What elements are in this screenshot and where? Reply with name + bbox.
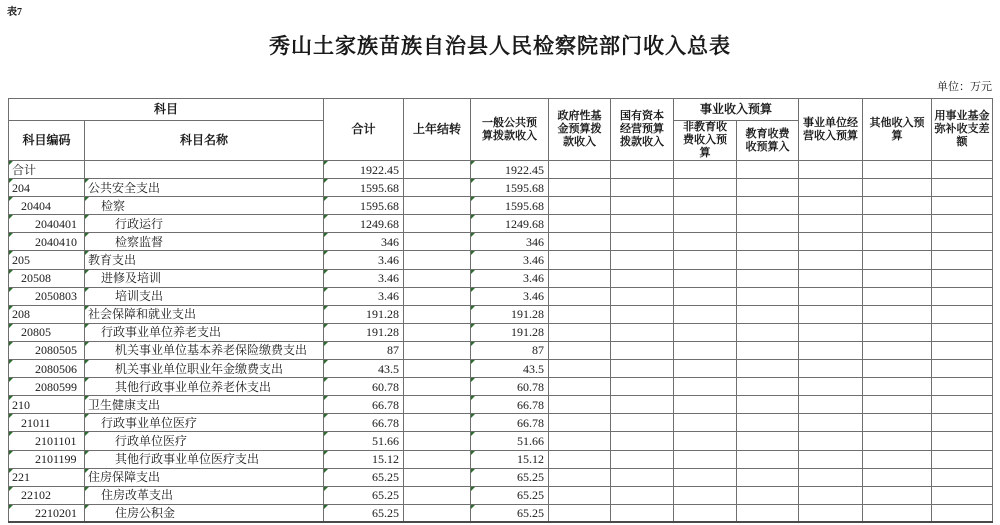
cell-edu-fee [737,396,799,414]
table-row [9,305,993,323]
cell-carryover [404,161,471,179]
cell-state-capital [611,468,674,486]
cell-state-capital [611,215,674,233]
cell-general-budget: 66.78 [471,396,549,414]
table-row [9,396,993,414]
cell-subject-code: 20404 [9,197,85,215]
cell-subject-code: 22102 [9,486,85,504]
cell-edu-fee [737,468,799,486]
cell-carryover [404,450,471,468]
cell-subject-name: 机关事业单位基本养老保险缴费支出 [85,341,324,359]
cell-carryover [404,504,471,522]
cell-carryover [404,269,471,287]
cell-gov-fund [549,378,611,396]
cell-other-income [863,233,932,251]
cell-subject-code: 2080505 [9,341,85,359]
cell-business-operation [799,323,863,341]
cell-state-capital [611,305,674,323]
cell-fund-adjust [932,341,993,359]
cell-carryover [404,233,471,251]
cell-other-income [863,215,932,233]
cell-edu-fee [737,378,799,396]
cell-business-operation [799,215,863,233]
cell-gov-fund [549,269,611,287]
cell-general-budget: 3.46 [471,287,549,305]
cell-subject-name: 行政事业单位养老支出 [85,323,324,341]
cell-subject-name: 住房公积金 [85,504,324,522]
page-title: 秀山土家族苗族自治县人民检察院部门收入总表 [269,34,731,58]
cell-subject-code: 2101199 [9,450,85,468]
cell-fund-adjust [932,323,993,341]
cell-business-operation [799,197,863,215]
cell-general-budget: 3.46 [471,251,549,269]
cell-edu-fee [737,360,799,378]
cell-business-operation [799,287,863,305]
table-row [9,486,993,504]
cell-non-edu-fee [674,197,737,215]
cell-state-capital [611,323,674,341]
cell-fund-adjust [932,504,993,522]
cell-total: 43.5 [324,360,404,378]
table-row [9,468,993,486]
cell-edu-fee [737,341,799,359]
table-row [9,360,993,378]
cell-general-budget: 66.78 [471,414,549,432]
cell-subject-name: 培训支出 [85,287,324,305]
cell-state-capital [611,233,674,251]
cell-subject-name: 卫生健康支出 [85,396,324,414]
cell-general-budget: 65.25 [471,486,549,504]
cell-gov-fund [549,414,611,432]
cell-non-edu-fee [674,287,737,305]
header-fund-adjust: 用事业基金弥补收支差额 [932,99,993,161]
cell-general-budget: 65.25 [471,468,549,486]
cell-total: 191.28 [324,323,404,341]
header-other-income: 其他收入预算 [863,99,932,161]
cell-edu-fee [737,197,799,215]
cell-general-budget: 87 [471,341,549,359]
cell-edu-fee [737,215,799,233]
cell-state-capital [611,287,674,305]
cell-other-income [863,323,932,341]
cell-state-capital [611,396,674,414]
cell-non-edu-fee [674,468,737,486]
cell-business-operation [799,396,863,414]
table-row [9,341,993,359]
cell-carryover [404,486,471,504]
cell-carryover [404,360,471,378]
cell-state-capital [611,450,674,468]
cell-total: 65.25 [324,468,404,486]
cell-subject-code: 2040410 [9,233,85,251]
cell-gov-fund [549,161,611,179]
cell-fund-adjust [932,197,993,215]
cell-general-budget: 191.28 [471,305,549,323]
cell-fund-adjust [932,215,993,233]
table-row [9,323,993,341]
cell-total: 1922.45 [324,161,404,179]
cell-non-edu-fee [674,305,737,323]
cell-total: 3.46 [324,269,404,287]
cell-edu-fee [737,233,799,251]
cell-gov-fund [549,360,611,378]
cell-business-operation [799,450,863,468]
cell-other-income [863,360,932,378]
cell-fund-adjust [932,378,993,396]
cell-edu-fee [737,504,799,522]
cell-fund-adjust [932,432,993,450]
cell-carryover [404,215,471,233]
cell-total: 346 [324,233,404,251]
cell-gov-fund [549,215,611,233]
table-row [9,432,993,450]
cell-gov-fund [549,432,611,450]
cell-total: 191.28 [324,305,404,323]
cell-other-income [863,269,932,287]
cell-subject-name: 检察监督 [85,233,324,251]
cell-total: 3.46 [324,287,404,305]
cell-subject-code: 204 [9,179,85,197]
cell-gov-fund [549,341,611,359]
cell-gov-fund [549,305,611,323]
cell-gov-fund [549,323,611,341]
unit-note: 单位：万元 [937,81,992,93]
table-row [9,414,993,432]
table-row [9,269,993,287]
cell-total: 60.78 [324,378,404,396]
cell-carryover [404,179,471,197]
cell-total: 87 [324,341,404,359]
cell-non-edu-fee [674,360,737,378]
cell-business-operation [799,360,863,378]
table-label: 表7 [7,7,22,18]
cell-non-edu-fee [674,414,737,432]
cell-fund-adjust [932,251,993,269]
cell-carryover [404,414,471,432]
cell-subject-name: 检察 [85,197,324,215]
cell-total: 3.46 [324,251,404,269]
cell-carryover [404,287,471,305]
cell-fund-adjust [932,414,993,432]
cell-carryover [404,432,471,450]
cell-fund-adjust [932,269,993,287]
cell-carryover [404,251,471,269]
cell-fund-adjust [932,396,993,414]
cell-other-income [863,197,932,215]
cell-fund-adjust [932,287,993,305]
cell-edu-fee [737,161,799,179]
cell-business-operation [799,233,863,251]
table-row [9,287,993,305]
table-row [9,179,993,197]
table-body [9,161,993,523]
cell-state-capital [611,486,674,504]
cell-general-budget: 346 [471,233,549,251]
cell-carryover [404,341,471,359]
cell-business-operation [799,179,863,197]
header-subject-code: 科目编码 [9,121,85,161]
header-carryover: 上年结转 [404,99,471,161]
cell-carryover [404,323,471,341]
cell-gov-fund [549,504,611,522]
cell-non-edu-fee [674,432,737,450]
cell-non-edu-fee [674,215,737,233]
cell-non-edu-fee [674,504,737,522]
cell-subject-name: 机关事业单位职业年金缴费支出 [85,360,324,378]
cell-subject-code: 2050803 [9,287,85,305]
cell-general-budget: 65.25 [471,504,549,522]
cell-subject-name: 教育支出 [85,251,324,269]
header-total: 合计 [324,99,404,161]
cell-other-income [863,414,932,432]
cell-edu-fee [737,251,799,269]
cell-total: 66.78 [324,414,404,432]
cell-general-budget: 3.46 [471,269,549,287]
cell-edu-fee [737,269,799,287]
cell-business-operation [799,161,863,179]
cell-general-budget: 60.78 [471,378,549,396]
cell-business-operation [799,414,863,432]
cell-carryover [404,378,471,396]
cell-general-budget: 1595.68 [471,197,549,215]
header-subject-group: 科目 [9,99,324,121]
cell-business-operation [799,305,863,323]
cell-total: 65.25 [324,486,404,504]
cell-non-edu-fee [674,323,737,341]
header-subject-name: 科目名称 [85,121,324,161]
header-edu-fee: 教育收费收预算入 [737,121,799,161]
cell-subject-name [85,161,324,179]
cell-state-capital [611,269,674,287]
table-row [9,450,993,468]
cell-other-income [863,396,932,414]
cell-total: 1595.68 [324,197,404,215]
header-business-income-group: 事业收入预算 [674,99,799,121]
revenue-table [8,98,993,523]
cell-gov-fund [549,233,611,251]
cell-subject-code: 221 [9,468,85,486]
cell-fund-adjust [932,233,993,251]
cell-business-operation [799,251,863,269]
cell-business-operation [799,269,863,287]
cell-general-budget: 43.5 [471,360,549,378]
header-business-operation: 事业单位经营收入预算 [799,99,863,161]
cell-gov-fund [549,468,611,486]
cell-edu-fee [737,450,799,468]
cell-total: 66.78 [324,396,404,414]
cell-total: 1595.68 [324,179,404,197]
cell-state-capital [611,414,674,432]
cell-subject-code: 2080599 [9,378,85,396]
cell-edu-fee [737,432,799,450]
cell-business-operation [799,341,863,359]
cell-business-operation [799,504,863,522]
cell-state-capital [611,378,674,396]
cell-state-capital [611,197,674,215]
table-row [9,215,993,233]
cell-edu-fee [737,179,799,197]
cell-subject-name: 公共安全支出 [85,179,324,197]
cell-other-income [863,287,932,305]
cell-edu-fee [737,414,799,432]
cell-business-operation [799,432,863,450]
cell-total: 65.25 [324,504,404,522]
cell-subject-code: 210 [9,396,85,414]
cell-subject-name: 社会保障和就业支出 [85,305,324,323]
table-row [9,161,993,179]
cell-subject-code: 20805 [9,323,85,341]
cell-fund-adjust [932,450,993,468]
cell-subject-name: 进修及培训 [85,269,324,287]
cell-carryover [404,197,471,215]
cell-fund-adjust [932,360,993,378]
cell-non-edu-fee [674,161,737,179]
cell-gov-fund [549,197,611,215]
cell-other-income [863,450,932,468]
table-row [9,233,993,251]
cell-non-edu-fee [674,378,737,396]
cell-edu-fee [737,323,799,341]
cell-total: 15.12 [324,450,404,468]
table-row [9,251,993,269]
table-row [9,504,993,522]
cell-subject-name: 其他行政事业单位医疗支出 [85,450,324,468]
cell-non-edu-fee [674,251,737,269]
cell-other-income [863,432,932,450]
cell-gov-fund [549,396,611,414]
cell-subject-code: 21011 [9,414,85,432]
cell-gov-fund [549,251,611,269]
cell-subject-code: 205 [9,251,85,269]
cell-total: 51.66 [324,432,404,450]
cell-subject-code: 208 [9,305,85,323]
cell-subject-name: 住房保障支出 [85,468,324,486]
cell-state-capital [611,504,674,522]
cell-general-budget: 1595.68 [471,179,549,197]
cell-fund-adjust [932,468,993,486]
header-non-edu-fee: 非教育收费收入预算 [674,121,737,161]
cell-gov-fund [549,486,611,504]
cell-gov-fund [549,287,611,305]
cell-non-edu-fee [674,269,737,287]
cell-fund-adjust [932,486,993,504]
cell-state-capital [611,179,674,197]
table-row [9,197,993,215]
cell-other-income [863,341,932,359]
cell-subject-code: 2080506 [9,360,85,378]
cell-state-capital [611,341,674,359]
cell-state-capital [611,360,674,378]
cell-non-edu-fee [674,396,737,414]
header-gov-fund: 政府性基金预算拨款收入 [549,99,611,161]
header-general-budget: 一般公共预算拨款收入 [471,99,549,161]
cell-subject-code: 2040401 [9,215,85,233]
cell-subject-code: 2210201 [9,504,85,522]
cell-subject-code: 20508 [9,269,85,287]
cell-carryover [404,305,471,323]
cell-other-income [863,161,932,179]
cell-fund-adjust [932,179,993,197]
cell-general-budget: 1249.68 [471,215,549,233]
cell-subject-name: 其他行政事业单位养老休支出 [85,378,324,396]
cell-general-budget: 191.28 [471,323,549,341]
cell-edu-fee [737,305,799,323]
cell-business-operation [799,486,863,504]
cell-gov-fund [549,179,611,197]
table-row [9,378,993,396]
cell-carryover [404,468,471,486]
cell-other-income [863,378,932,396]
cell-subject-name: 住房改革支出 [85,486,324,504]
cell-general-budget: 51.66 [471,432,549,450]
cell-subject-name: 行政运行 [85,215,324,233]
cell-other-income [863,504,932,522]
cell-state-capital [611,432,674,450]
cell-subject-name: 行政单位医疗 [85,432,324,450]
cell-edu-fee [737,287,799,305]
cell-other-income [863,179,932,197]
cell-non-edu-fee [674,486,737,504]
cell-other-income [863,468,932,486]
cell-general-budget: 1922.45 [471,161,549,179]
cell-edu-fee [737,486,799,504]
cell-fund-adjust [932,305,993,323]
cell-business-operation [799,468,863,486]
cell-state-capital [611,251,674,269]
cell-general-budget: 15.12 [471,450,549,468]
cell-non-edu-fee [674,233,737,251]
cell-gov-fund [549,450,611,468]
cell-subject-name: 行政事业单位医疗 [85,414,324,432]
cell-subject-code: 2101101 [9,432,85,450]
cell-state-capital [611,161,674,179]
header-state-capital: 国有资本经营预算拨款收入 [611,99,674,161]
cell-fund-adjust [932,161,993,179]
cell-business-operation [799,378,863,396]
cell-subject-code: 合计 [9,161,85,179]
cell-non-edu-fee [674,179,737,197]
cell-non-edu-fee [674,341,737,359]
cell-other-income [863,251,932,269]
cell-other-income [863,305,932,323]
cell-carryover [404,396,471,414]
cell-other-income [863,486,932,504]
cell-total: 1249.68 [324,215,404,233]
cell-non-edu-fee [674,450,737,468]
